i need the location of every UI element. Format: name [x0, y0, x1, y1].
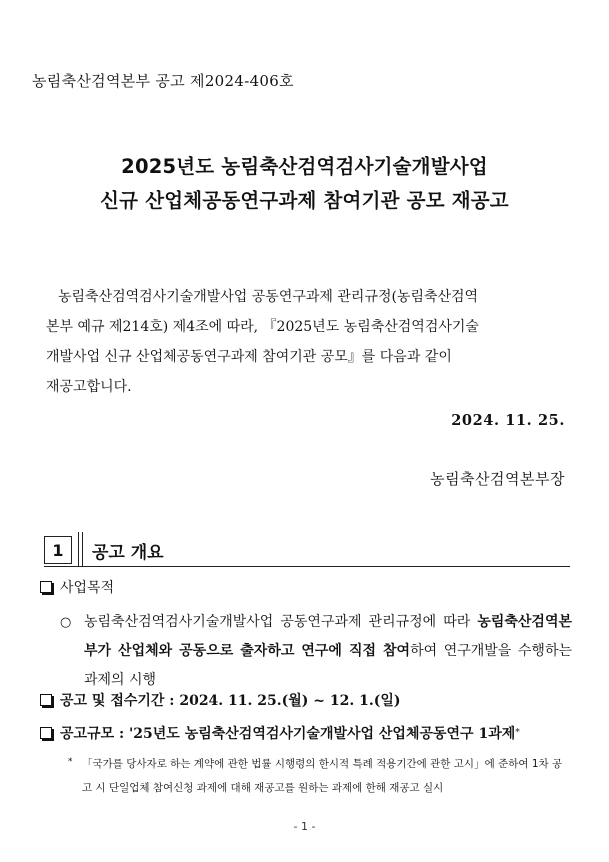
section-number: 1: [44, 536, 72, 564]
intro-line-4: 재공고합니다.: [46, 379, 132, 395]
purpose-text-part1: 농림축산검역검사기술개발사업 공동연구과제 관리규정에 따라: [84, 614, 478, 630]
purpose-text: [60, 608, 572, 695]
period-heading: [40, 690, 401, 710]
intro-line-1: 농림축산검역검사기술개발사업 공동연구과제 관리규정(농림축산검역: [58, 289, 479, 305]
checkbox-bullet-icon: [40, 581, 52, 593]
scale-label: 공고규모 : '25년도 농림축산검역검사기술개발사업 산업체공동연구 1과제: [60, 726, 516, 742]
page-number: - 1 -: [293, 820, 316, 833]
scale-footnote: [68, 752, 572, 800]
footnote-text: 「국가를 당사자로 하는 계약에 관한 법률 시행령의 한시적 특례 적용기간에 관한 고시」에 준하여 1차 공고 시 단일업체 참여신청 과제에 대해 재공고를 원하는 과제에 한해 재공고 실시: [82, 758, 563, 794]
footnote-star: *: [68, 757, 73, 767]
period-label: 공고 및 접수기간 : 2024. 11. 25.(월) ~ 12. 1.(일): [60, 693, 401, 709]
intro-line-2: 본부 예규 제214호) 제4조에 따라, 『2025년도 농림축산검역검사기술: [46, 319, 479, 335]
purpose-text-part2: 하여 연구개발을 수행하는 과제의 시행: [84, 643, 572, 688]
scale-heading: [40, 723, 520, 743]
intro-line-3: 개발사업 신규 산업체공동연구과제 참여기관 공모』를 다음과 같이: [46, 349, 452, 365]
intro-paragraph: [46, 282, 572, 402]
title-line-1: 2025년도 농림축산검역검사기술개발사업: [121, 155, 488, 178]
document-title: [0, 150, 609, 218]
section-title: 공고 개요: [92, 543, 164, 563]
purpose-heading: [40, 577, 114, 597]
section-header: [44, 530, 570, 567]
announcement-date: 2024. 11. 25.: [451, 412, 565, 429]
issuer-name: 농림축산검역본부장: [430, 470, 565, 488]
checkbox-bullet-icon: [40, 727, 52, 739]
scale-footnote-marker: *: [515, 728, 520, 738]
purpose-text-emphasis: 농림축산검역본부가 산업체와 공동으로 출자하고 연구에 직접 참여: [84, 614, 572, 659]
checkbox-bullet-icon: [40, 694, 52, 706]
purpose-label: 사업목적: [60, 580, 115, 596]
announcement-number: 농림축산검역본부 공고 제2024-406호: [32, 72, 294, 90]
purpose-bullet: [60, 608, 572, 695]
circle-bullet-icon: ○: [60, 615, 72, 630]
title-line-2: 신규 산업체공동연구과제 참여기관 공모 재공고: [100, 189, 509, 212]
section-divider: [78, 532, 83, 566]
